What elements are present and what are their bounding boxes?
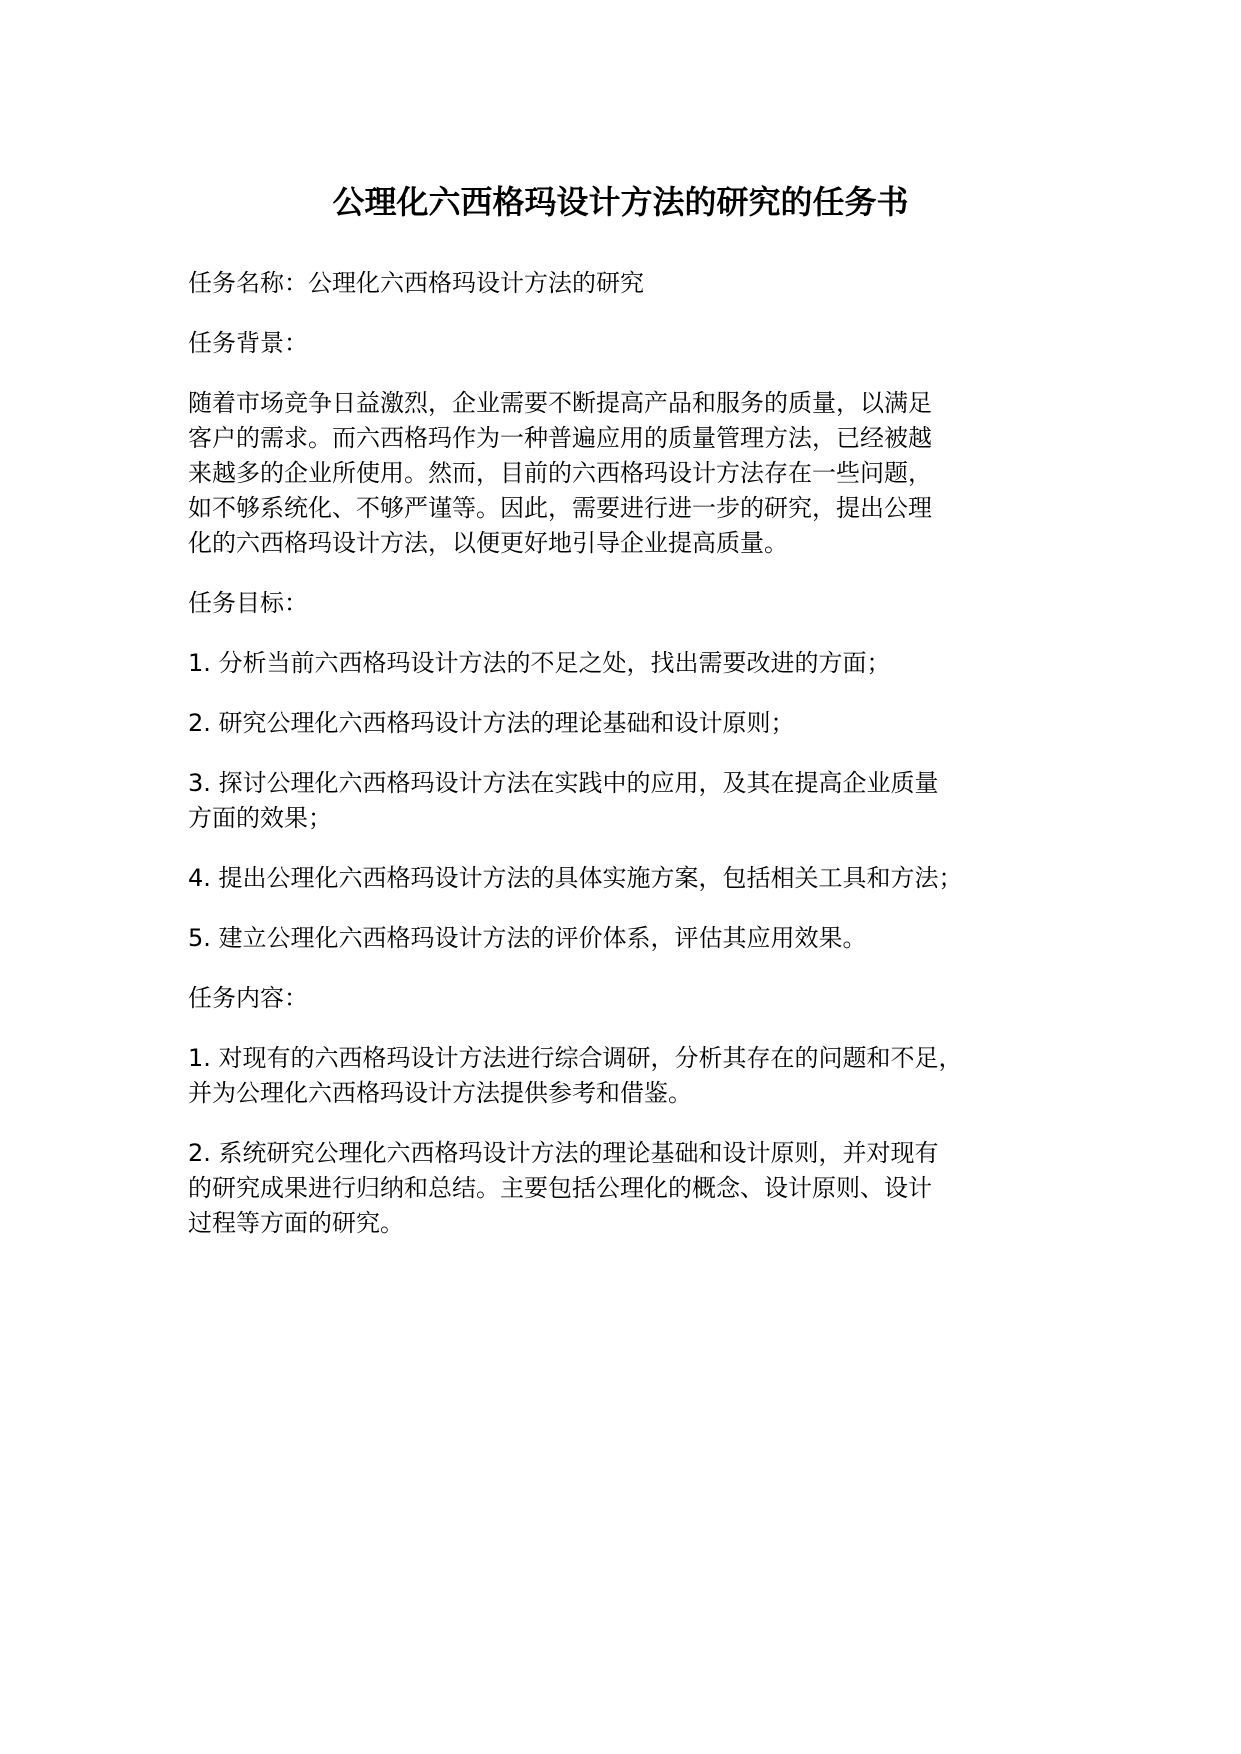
goal-item-1: 1. 分析当前六西格玛设计方法的不足之处，找出需要改进的方面； [188,649,891,677]
background-paragraph-line-1: 随着市场竞争日益激烈，企业需要不断提高产品和服务的质量，以满足 [188,389,932,417]
content-item-1-line-1: 1. 对现有的六西格玛设计方法进行综合调研，分析其存在的问题和不足， [188,1044,963,1072]
background-paragraph-line-5: 化的六西格玛设计方法，以便更好地引导企业提高质量。 [188,529,788,557]
background-paragraph-line-2: 客户的需求。而六西格玛作为一种普遍应用的质量管理方法，已经被越 [188,424,932,452]
document-title: 公理化六西格玛设计方法的研究的任务书 [332,183,909,221]
content-item-2-line-2: 的研究成果进行归纳和总结。主要包括公理化的概念、设计原则、设计 [188,1174,932,1202]
goal-item-2: 2. 研究公理化六西格玛设计方法的理论基础和设计原则； [188,709,795,737]
content-item-2-line-3: 过程等方面的研究。 [188,1209,404,1237]
goal-item-3-line-1: 3. 探讨公理化六西格玛设计方法在实践中的应用，及其在提高企业质量 [188,769,939,797]
goal-item-3-line-2: 方面的效果； [188,804,332,832]
background-paragraph-line-3: 来越多的企业所使用。然而，目前的六西格玛设计方法存在一些问题， [188,459,932,487]
goal-item-5: 5. 建立公理化六西格玛设计方法的评价体系，评估其应用效果。 [188,924,867,952]
goal-item-4: 4. 提出公理化六西格玛设计方法的具体实施方案，包括相关工具和方法； [188,864,963,892]
content-heading: 任务内容： [188,984,308,1012]
content-item-1-line-2: 并为公理化六西格玛设计方法提供参考和借鉴。 [188,1079,692,1107]
task-name: 任务名称：公理化六西格玛设计方法的研究 [188,269,644,297]
background-heading: 任务背景： [188,329,308,357]
goals-heading: 任务目标： [188,589,308,617]
background-paragraph-line-4: 如不够系统化、不够严谨等。因此，需要进行进一步的研究，提出公理 [188,494,932,522]
content-item-2-line-1: 2. 系统研究公理化六西格玛设计方法的理论基础和设计原则，并对现有 [188,1139,939,1167]
